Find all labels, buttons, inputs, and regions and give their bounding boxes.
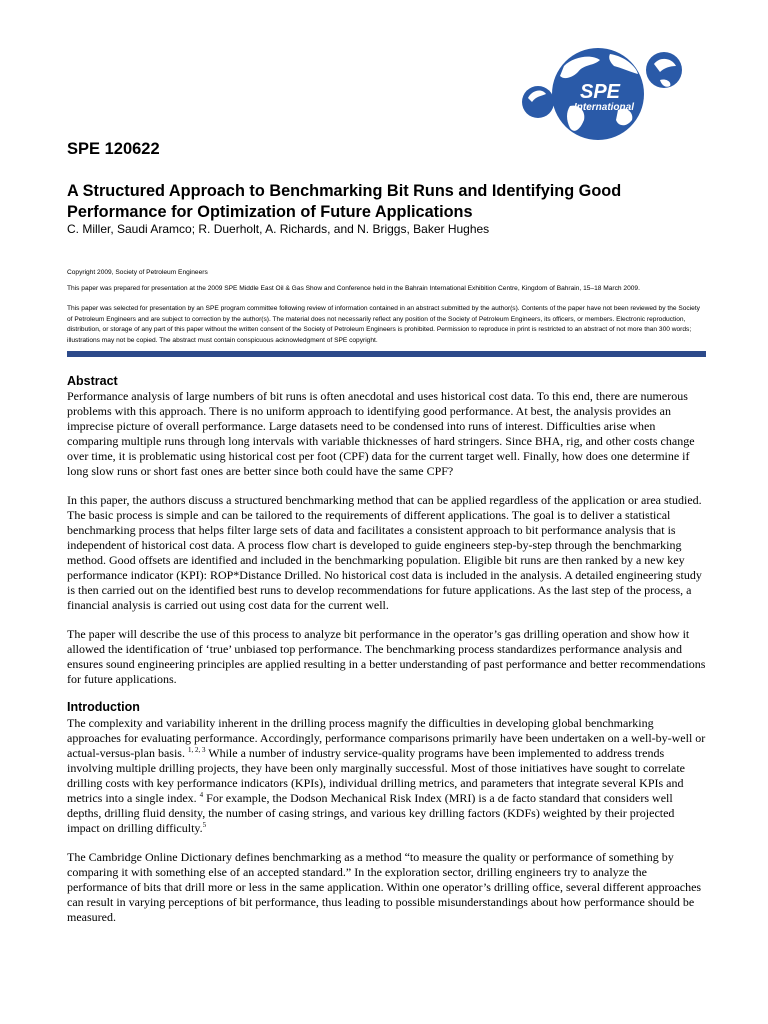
section-divider	[67, 351, 706, 357]
reference-1-2-3: 1, 2, 3	[187, 746, 206, 754]
intro-text-part-1: The complexity and variability inherent in the drilling process magnify the difficulties in developing global benchmarking approaches for evaluating performance. Accordingly, performance comparisons primarily have been undertaken on a well-by-well or actual-versus-plan basis.	[67, 716, 706, 760]
reference-5: 5	[202, 821, 207, 829]
abstract-heading: Abstract	[67, 374, 118, 388]
paper-authors: C. Miller, Saudi Aramco; R. Duerholt, A. Richards, and N. Briggs, Baker Hughes	[67, 222, 490, 236]
introduction-heading: Introduction	[67, 700, 140, 714]
logo-text-spe: SPE	[579, 81, 621, 103]
intro-text-part-3: For example, the Dodson Mechanical Risk Index (MRI) is a de facto standard that considers well depths, drilling fluid density, the number of casing strings, and various key drilling factors (KDFs) weighted by their projected impact on drilling difficulty.	[67, 791, 675, 835]
conference-notice: This paper was prepared for presentation at the 2009 SPE Middle East Oil & Gas Show and Conference held in the Bahrain International Exhibition Centre, Kingdom of Bahrain, 15–18 March 2009.	[67, 285, 640, 292]
abstract-paragraph-1: Performance analysis of large numbers of bit runs is often anecdotal and uses historical cost data. To this end, there are numerous problems with this approach. There is no uniform approach to identifying good performance. At best, the analysis provides an imprecise picture of overall performance. Large datasets need to be condensed into runs of interest. Difficulties arise when comparing multiple runs through long intervals with variable thicknesses of hard stringers. Since BHA, rig, and other costs change over time, it is problematic using historical cost per foot (CPF) data for the current target well. Finally, how does one determine if long slow runs or short fast ones are better since both could have the same CPF?	[67, 389, 695, 478]
introduction-paragraph-1	[67, 716, 707, 836]
abstract-paragraph-2: In this paper, the authors discuss a structured benchmarking method that can be applied regardless of the application or area studied. The basic process is simple and can be tailored to the requirements of different applications. The goal is to deliver a statistical benchmarking process that helps filter large sets of data and facilitates a consistent approach to bit performance analysis that is independent of historical cost data. A process flow chart is developed to guide engineers step-by-step through the benchmarking method. Good offsets are identified and included in the benchmarking population. Eligible bit runs are then ranked by a new key performance indicator (KPI): ROP*Distance Drilled. No historical cost data is included in the analysis. A detailed engineering study is then carried out on the identified best runs to develop recommendations for future applications. As the last step of the process, a financial analysis is carried out using cost data for the current well.	[67, 493, 702, 612]
introduction-paragraph-2: The Cambridge Online Dictionary defines benchmarking as a method “to measure the quality or performance of something by comparing it with something else of an accepted standard.” In the exploration sector, drilling engineers try to analyze the performance of bits that drill more or less in the same application. Within one operator’s drilling office, several different approaches can result in varying perceptions of bit performance, thus leading to possible misunderstandings about how performance should be measured.	[67, 850, 702, 924]
logo-text-international: International	[573, 102, 635, 113]
paper-title: A Structured Approach to Benchmarking Bit Runs and Identifying Good Performance for Optimization of Future Applications	[67, 182, 622, 221]
intro-text-part-2: While a number of industry service-quality programs have been implemented to address trends involving multiple drilling projects, they have been only marginally successful. Most of those initiatives have sought to correlate drilling costs with key performance indicators (KPIs), individual drilling metrics, and parameters that integrate several KPIs and metrics into a single index.	[67, 746, 685, 805]
reference-4: 4	[199, 791, 204, 799]
globe-logo-icon	[514, 44, 692, 144]
permission-notice: This paper was selected for presentation by an SPE program committee following review of information contained in an abstract submitted by the author(s). Contents of the paper have not been reviewed by the Society of Petroleum Engineers and are subject to correction by the author(s). The material does not necessarily reflect any position of the Society of Petroleum Engineers, its officers, or members. Electronic reproduction, distribution, or storage of any part of this paper without the written consent of the Society of Petroleum Engineers is prohibited. Permission to reproduce in print is restricted to an abstract of not more than 300 words; illustrations may not be copied. The abstract must contain conspicuous acknowledgment of SPE copyright.	[67, 305, 700, 344]
spe-international-logo	[514, 44, 692, 144]
paper-number: SPE 120622	[67, 140, 160, 158]
copyright-notice: Copyright 2009, Society of Petroleum Engineers	[67, 269, 208, 276]
abstract-paragraph-3: The paper will describe the use of this process to analyze bit performance in the operator’s gas drilling operation and show how it allowed the identification of ‘true’ unbiased top performance. The benchmarking process standardizes performance analysis and ensures sound engineering principles are applied resulting in a better understanding of past performance and better recommendations for future applications.	[67, 627, 706, 686]
